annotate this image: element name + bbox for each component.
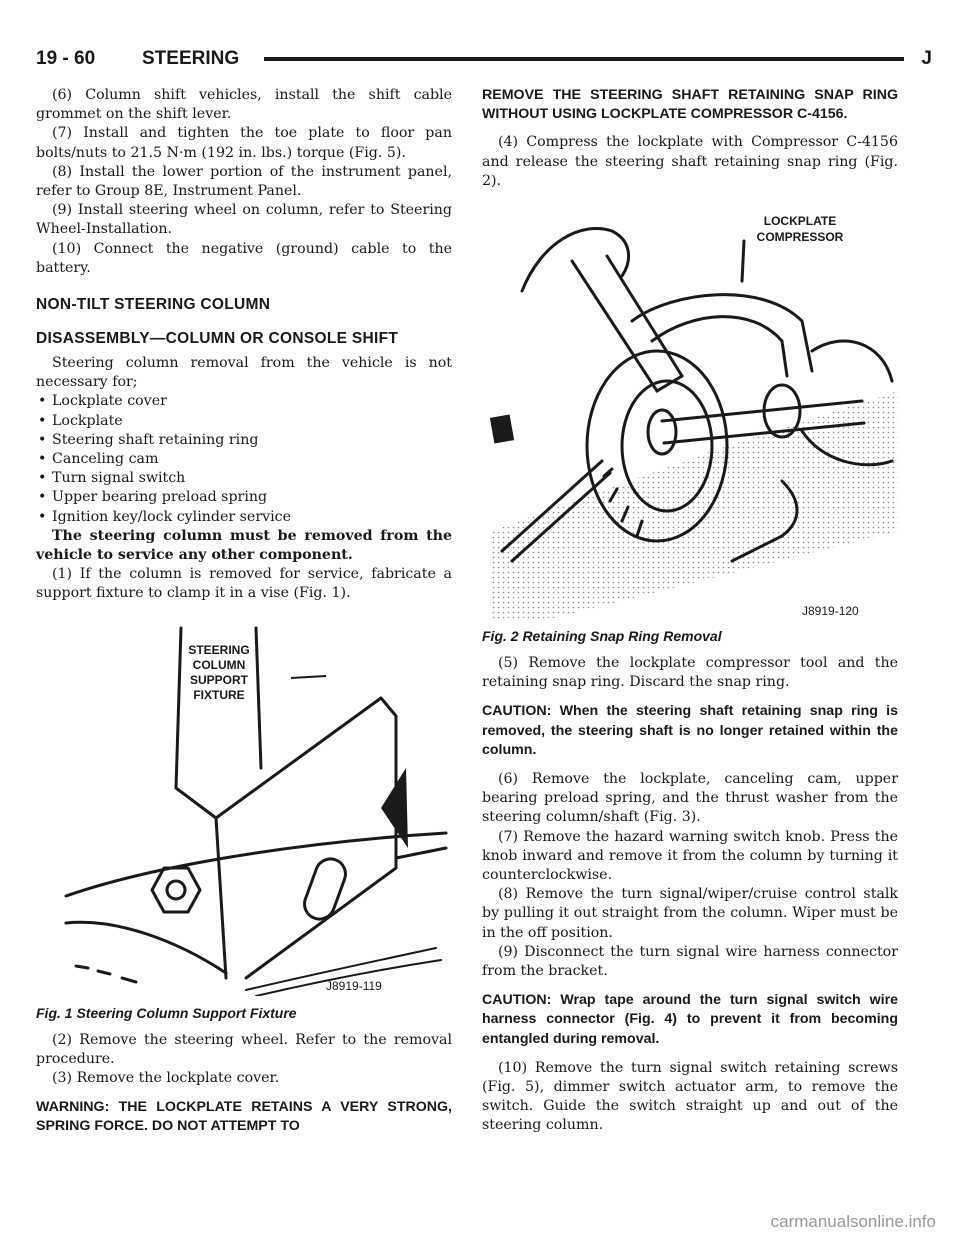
disassembly-step-1: (1) If the column is removed for service, fabricate a support fixture to clamp it in a vise (Fig. 1). [36, 566, 452, 602]
install-step-8: (8) Install the lower portion of the instrument panel, refer to Group 8E, Instrument Panel. [36, 163, 452, 200]
header-rule [264, 57, 904, 61]
section-title: STEERING [142, 48, 240, 69]
list-item: • Upper bearing preload spring [38, 489, 268, 506]
disassembly-step-10: (10) Remove the turn signal switch retaining screws (Fig. 5), dimmer switch actuator arm, to remove the switch. Guide the switch straight up and out of the steering column. [482, 1059, 898, 1134]
install-step-7: (7) Install and tighten the toe plate to floor pan bolts/nuts to 21.5 N·m (192 in. lbs.) torque (Fig. 5). [36, 125, 452, 161]
section-letter: J [921, 48, 932, 69]
section-heading-disassembly: DISASSEMBLY—COLUMN OR CONSOLE SHIFT [36, 330, 399, 348]
disassembly-step-6: (6) Remove the lockplate, canceling cam, upper bearing preload spring, and the thrust washer from the steering column/shaft (Fig. 3). [482, 771, 898, 826]
important-note: The steering column must be removed from the vehicle to service any other component. [36, 527, 452, 564]
fig1-caption: Fig. 1 Steering Column Support Fixture [36, 1004, 297, 1021]
fig2-label-line: LOCKPLATE [763, 214, 837, 229]
fig1-label-line: STEERING [188, 642, 250, 657]
watermark-link[interactable]: carmanualsonline.info [770, 1212, 936, 1231]
list-item: • Ignition key/lock cylinder service [38, 508, 292, 525]
warning-text-start: WARNING: THE LOCKPLATE RETAINS A VERY STRONG, SPRING FORCE. DO NOT ATTEMPT TO [36, 1099, 452, 1135]
disassembly-step-5: (5) Remove the lockplate compressor tool and the retaining snap ring. Discard the snap ring. [482, 655, 898, 691]
disassembly-step-8: (8) Remove the turn signal/wiper/cruise control stalk by pulling it out straight from the column. Wiper must be in the off position. [482, 886, 898, 941]
intro-text: Steering column removal from the vehicle is not necessary for; [36, 355, 452, 391]
fig1-label-line: COLUMN [192, 657, 246, 672]
disassembly-step-4: (4) Compress the lockplate with Compressor C-4156 and release the steering shaft retaining snap ring (Fig. 2). [482, 134, 898, 189]
disassembly-step-3: (3) Remove the lockplate cover. [52, 1070, 280, 1087]
fig2-label-line: COMPRESSOR [756, 230, 844, 245]
page-header [36, 44, 932, 74]
right-column [482, 86, 898, 1136]
caution-wrap-tape: CAUTION: Wrap tape around the turn signal switch wire harness connector (Fig. 4) to prevent it from becoming entangled during removal. [482, 992, 898, 1047]
left-column [36, 86, 452, 1137]
disassembly-step-7: (7) Remove the hazard warning switch knob. Press the knob inward and remove it from the column by turning it counterclockwise. [482, 828, 898, 884]
disassembly-step-2: (2) Remove the steering wheel. Refer to the removal procedure. [36, 1031, 452, 1067]
install-step-10: (10) Connect the negative (ground) cable to the battery. [36, 240, 452, 276]
list-item: • Turn signal switch [38, 470, 186, 487]
support-fixture-illustration [36, 618, 452, 996]
fig1-label-line: FIXTURE [193, 687, 245, 702]
snap-ring-removal-illustration [482, 201, 898, 621]
list-item: • Lockplate [38, 412, 123, 429]
fig1-label-line: SUPPORT [189, 672, 249, 687]
figure-2 [482, 201, 898, 645]
list-item: • Steering shaft retaining ring [38, 431, 259, 448]
install-step-9: (9) Install steering wheel on column, refer to Steering Wheel-Installation. [36, 202, 452, 238]
service-list [36, 392, 452, 526]
page-number: 19 - 60 [36, 48, 96, 69]
warning-text-end: REMOVE THE STEERING SHAFT RETAINING SNAP RING WITHOUT USING LOCKPLATE COMPRESSOR C-4156. [482, 87, 898, 123]
fig2-code: J8919-120 [802, 604, 859, 619]
list-item: • Lockplate cover [38, 393, 167, 410]
section-heading-non-tilt: NON-TILT STEERING COLUMN [36, 296, 271, 314]
figure-1 [36, 618, 452, 1022]
fig1-code: J8919-119 [326, 978, 382, 993]
fig2-caption: Fig. 2 Retaining Snap Ring Removal [482, 628, 722, 645]
list-item: • Canceling cam [38, 451, 159, 468]
disassembly-step-9: (9) Disconnect the turn signal wire harness connector from the bracket. [482, 943, 898, 980]
caution-snap-ring: CAUTION: When the steering shaft retaining snap ring is removed, the steering shaft is no longer retained within the column. [482, 703, 898, 758]
install-step-6: (6) Column shift vehicles, install the shift cable grommet on the shift lever. [36, 87, 452, 123]
